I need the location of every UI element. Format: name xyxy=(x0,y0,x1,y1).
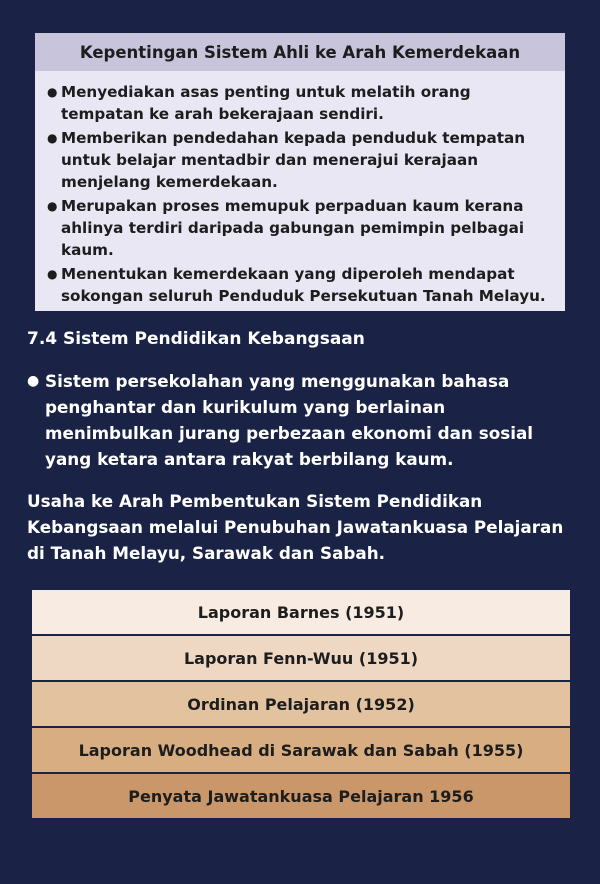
report-bar: Laporan Woodhead di Sarawak dan Sabah (1955) xyxy=(32,728,570,772)
box-title: Kepentingan Sistem Ahli ke Arah Kemerdekaan xyxy=(35,33,565,71)
list-item xyxy=(47,127,555,193)
bullet-icon: ● xyxy=(47,267,58,281)
bullet-icon: ● xyxy=(47,199,58,213)
list-item xyxy=(47,263,555,307)
list-item-text: Menyediakan asas penting untuk melatih orang tempatan ke arah bekerajaan sendiri. xyxy=(61,83,471,123)
report-bar: Laporan Fenn-Wuu (1951) xyxy=(32,636,570,680)
list-item xyxy=(47,195,555,261)
list-item xyxy=(47,81,555,125)
bullet-icon: ● xyxy=(47,131,58,145)
report-stack xyxy=(32,590,570,820)
report-bar: Laporan Barnes (1951) xyxy=(32,590,570,634)
bullet-icon: ● xyxy=(27,373,40,389)
section-title: 7.4 Sistem Pendidikan Kebangsaan xyxy=(27,329,365,349)
list-item-text: Memberikan pendedahan kepada penduduk tempatan untuk belajar mentadbir dan menerajui kerajaan menjelang kemerdekaan. xyxy=(61,129,526,191)
report-bar: Ordinan Pelajaran (1952) xyxy=(32,682,570,726)
bullet-icon: ● xyxy=(47,85,58,99)
report-bar: Penyata Jawatankuasa Pelajaran 1956 xyxy=(32,774,570,818)
section-bullet xyxy=(27,368,577,472)
list-item-text: Menentukan kemerdekaan yang diperoleh mendapat sokongan seluruh Penduduk Persekutuan Tanah Melayu. xyxy=(61,265,546,305)
effort-paragraph: Usaha ke Arah Pembentukan Sistem Pendidikan Kebangsaan melalui Penubuhan Jawatankuasa Pelajaran di Tanah Melayu, Sarawak dan Sabah. xyxy=(27,491,564,563)
list-item-text: Merupakan proses memupuk perpaduan kaum kerana ahlinya terdiri daripada gabungan pemimpin pelbagai kaum. xyxy=(61,197,525,259)
importance-list xyxy=(35,71,565,307)
section-bullet-text: Sistem persekolahan yang menggunakan bahasa penghantar dan kurikulum yang berlainan menimbulkan jurang perbezaan ekonomi dan sosial yang ketara antara rakyat berbilang kaum. xyxy=(45,371,534,469)
importance-box xyxy=(35,33,565,311)
